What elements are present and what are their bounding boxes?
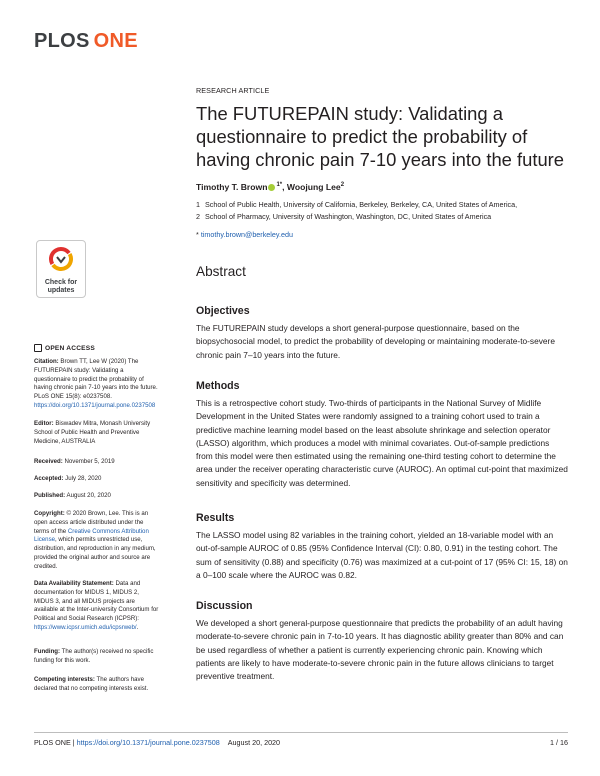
update-ring-icon — [48, 246, 74, 272]
affiliation-1: 1 School of Public Health, University of California, Berkeley, Berkeley, CA, United States of America, — [196, 200, 518, 209]
badge-line-1: Check for — [44, 279, 78, 286]
data-availability-end: . — [136, 623, 139, 631]
editor-label: Editor: — [34, 420, 54, 427]
corresponding-email — [196, 230, 293, 239]
copyright-label: Copyright: — [34, 510, 65, 517]
author-separator: , — [282, 182, 285, 192]
logo-plos: PLOS — [34, 30, 90, 52]
page-footer — [34, 732, 568, 747]
logo-one: ONE — [93, 30, 138, 52]
author-1-affil: 1* — [276, 182, 283, 189]
license-link[interactable]: Creative Commons Attribution License — [34, 527, 149, 544]
received-label: Received: — [34, 458, 63, 465]
footer-doi-link[interactable]: https://doi.org/10.1371/journal.pone.0237508 — [76, 738, 220, 747]
objectives-text: The FUTUREPAIN study develops a short general-purpose questionnaire, based on the biopsychosocial model, to predict the probability of developing or maintaining moderate-to-severe chronic pain 7–10 years into the future. — [196, 323, 555, 360]
citation-label: Citation: — [34, 358, 59, 365]
corresponding-star: * — [196, 230, 199, 239]
funding-label: Funding: — [34, 648, 61, 655]
affiliations — [196, 199, 517, 222]
received-date: November 5, 2019 — [64, 458, 115, 465]
editor-text: Biswadev Mitra, Monash University School of Public Health and Preventive Medicine, AUSTRALIA — [34, 420, 151, 445]
badge-line-2: updates — [47, 287, 75, 294]
open-access — [34, 344, 95, 352]
published-label: Published: — [34, 492, 66, 499]
email-link[interactable]: timothy.brown@berkeley.edu — [200, 230, 293, 239]
article-type: RESEARCH ARTICLE — [196, 86, 270, 95]
copyright-text-end: , which permits unrestricted use, distribution, and reproduction in any medium, provided the original author and source are credited. — [34, 536, 156, 570]
citation-text: Brown TT, Lee W (2020) The FUTUREPAIN study: Validating a questionnaire to predict the probability of having chronic pain 7-10 years into the future. PLoS ONE 15(8): e0237508. — [34, 358, 158, 401]
funding-block — [34, 648, 160, 666]
published-date: August 20, 2020 — [66, 492, 111, 499]
copyright-block — [34, 510, 160, 572]
results-heading: Results — [196, 512, 235, 524]
competing-interests-block — [34, 676, 160, 694]
funding-text: The author(s) received no specific funding for this work. — [34, 648, 154, 664]
results-text: The LASSO model using 82 variables in the training cohort, yielded an 18-variable model with an out-of-sample AUROC of 0.85 (95% Confidence Interval (CI): 0.80, 0.91) in the testing cohort. The sum of sensitivity (0.88) and specificity (0.76) was maximized at a cut-point of 17 (95% CI: 15, 18) on a 0–100 scale where the AUROC was 0.82. — [196, 530, 568, 580]
open-lock-icon — [34, 344, 42, 352]
check-for-updates-badge[interactable] — [36, 240, 86, 298]
accepted-date: July 28, 2020 — [65, 475, 102, 482]
orcid-icon[interactable] — [268, 184, 275, 191]
copyright-text: © 2020 Brown, Lee. This is an open access article distributed under the terms of the — [34, 510, 149, 535]
page-number: 1 / 16 — [550, 738, 568, 747]
footer-separator: | — [70, 738, 77, 747]
discussion-heading: Discussion — [196, 600, 253, 612]
data-availability-block — [34, 580, 160, 633]
author-2-affil: 2 — [340, 182, 345, 189]
editor-block — [34, 420, 160, 446]
affiliation-2: 2 School of Pharmacy, University of Washington, Washington, DC, United States of America — [196, 211, 492, 221]
data-availability-text: Data and documentation for MIDUS 1, MIDUS 2, MIDUS 3, and all MIDUS projects are available at the Inter-university Consortium for Political and Social Research (ICPSR): — [34, 580, 159, 623]
received-block — [34, 458, 160, 467]
methods-heading: Methods — [196, 380, 240, 392]
footer-left — [34, 738, 280, 747]
open-access-label: OPEN ACCESS — [45, 344, 95, 352]
author-list — [196, 182, 344, 192]
abstract-heading: Abstract — [196, 264, 246, 279]
objectives-heading: Objectives — [196, 305, 250, 317]
author-2[interactable]: Woojung Lee — [286, 182, 341, 192]
discussion-text: We developed a short general-purpose questionnaire that predicts the probability of an adult having moderate-to-severe chronic pain in 7-to-10 years. It has diagnostic ability greater than 80% and can be used regardless of whether a patient is currently experiencing chronic pain. Knowing which patients are likely to have moderate-to-severe chronic pain in the future allows clinicians to target preventive treatment. — [196, 618, 564, 682]
citation-block — [34, 358, 160, 411]
competing-interests-label: Competing interests: — [34, 676, 95, 683]
published-block — [34, 492, 160, 501]
competing-interests-text: The authors have declared that no competing interests exist. — [34, 676, 149, 692]
footer-journal: PLOS ONE — [34, 738, 71, 747]
footer-date: August 20, 2020 — [227, 738, 281, 747]
data-availability-label: Data Availability Statement: — [34, 580, 114, 587]
citation-doi-link[interactable]: https://doi.org/10.1371/journal.pone.0237508 — [34, 401, 156, 409]
icpsr-link[interactable]: https://www.icpsr.umich.edu/icpsrweb/ — [34, 623, 137, 631]
article-title: The FUTUREPAIN study: Validating a questionnaire to predict the probability of having chronic pain 7-10 years into the future — [196, 103, 565, 170]
author-1[interactable]: Timothy T. Brown — [196, 182, 268, 192]
journal-logo — [34, 30, 138, 53]
accepted-block — [34, 475, 160, 484]
accepted-label: Accepted: — [34, 475, 64, 482]
methods-text: This is a retrospective cohort study. Two-thirds of participants in the National Survey of Midlife Development in the United States were randomly assigned to a training cohort used to train a predictive machine learning model based on the least absolute shrinkage and selection operator (LASSO) algorithm, which produces a model with minimal covariates. Out-of-sample predictions from this model were then estimated using the remaining one-third testing cohort to determine the area under the receiver operating characteristic curve (AUROC). An optimal cut-point that maximized sensitivity and specificity was determined. — [196, 398, 568, 488]
